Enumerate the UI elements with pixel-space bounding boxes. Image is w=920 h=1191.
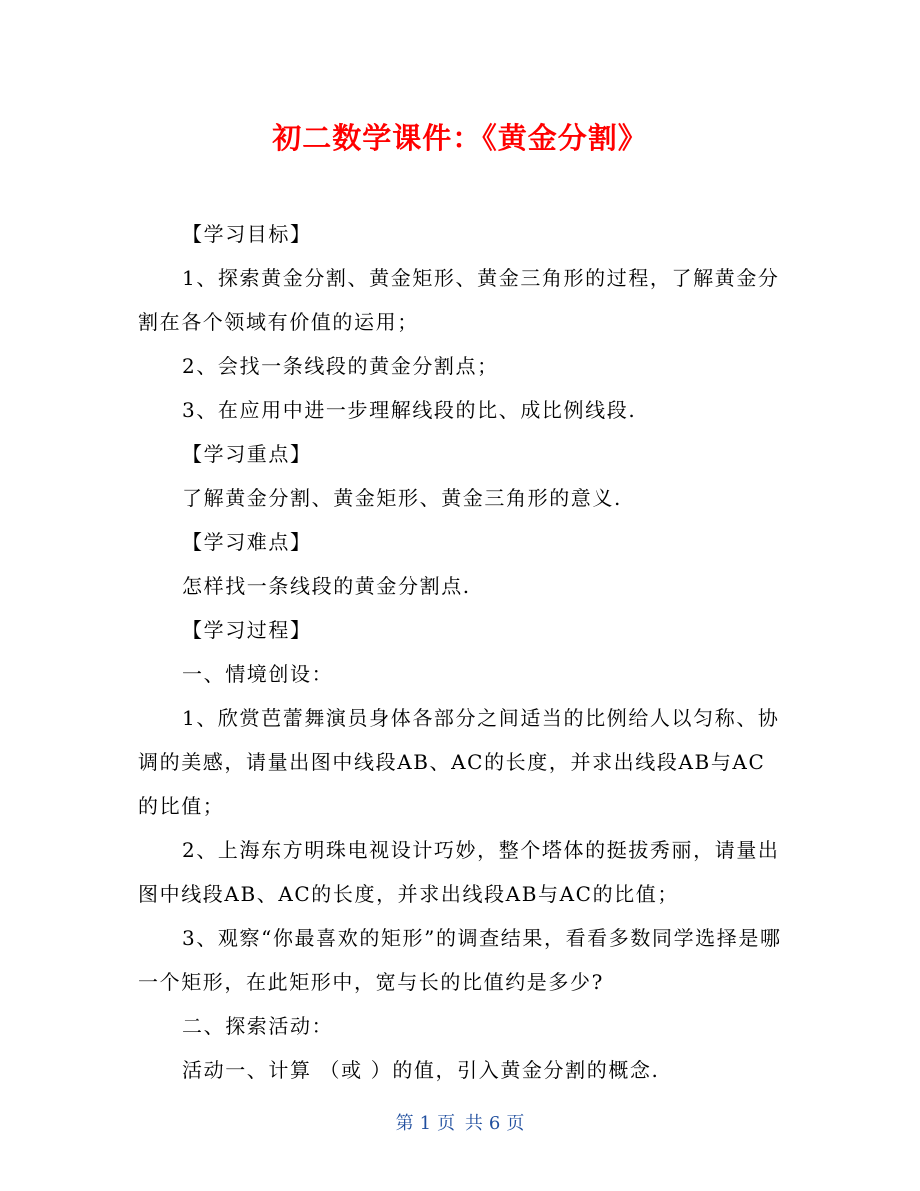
section-heading-key-points: 【学习重点】: [182, 442, 312, 466]
footer-prefix: 第: [395, 1113, 414, 1134]
paragraph-objective-2: 2、会找一条线段的黄金分割点；: [182, 354, 499, 378]
section-heading-difficulties: 【学习难点】: [182, 530, 312, 554]
paragraph-scenario-1: 1、欣赏芭蕾舞演员身体各部分之间适当的比例给人以匀称、协调的美感，请量出图中线段AB、AC的长度，并求出线段AB与AC的比值；: [138, 706, 780, 818]
paragraph-objective-3: 3、在应用中进一步理解线段的比、成比例线段.: [182, 398, 637, 422]
section-heading-process: 【学习过程】: [182, 618, 312, 642]
paragraph-key-points: 了解黄金分割、黄金矩形、黄金三角形的意义.: [182, 486, 622, 510]
footer-total-pages: 6: [488, 1113, 501, 1134]
paragraph-difficulties: 怎样找一条线段的黄金分割点.: [182, 574, 471, 598]
document-body: [138, 212, 783, 1092]
paragraph-objective-1: 1、探索黄金分割、黄金矩形、黄金三角形的过程，了解黄金分割在各个领域有价值的运用；: [138, 266, 780, 334]
paragraph-activity-1: 活动一、计算 （或 ）的值，引入黄金分割的概念.: [182, 1058, 660, 1082]
page-footer: [0, 1112, 920, 1136]
paragraph-scenario-heading: 一、情境创设：: [182, 662, 334, 686]
paragraph-scenario-3: 3、观察“你最喜欢的矩形”的调查结果，看看多数同学选择是哪一个矩形，在此矩形中，宽与长的比值约是多少?: [138, 926, 782, 994]
page-title: 初二数学课件：《黄金分割》: [272, 121, 648, 155]
paragraph-scenario-2: 2、上海东方明珠电视设计巧妙，整个塔体的挺拔秀丽，请量出图中线段AB、AC的长度，并求出线段AB与AC的比值；: [138, 838, 780, 906]
footer-mid: 页 共: [437, 1113, 483, 1134]
section-heading-objectives: 【学习目标】: [182, 222, 312, 246]
paragraph-activities-heading: 二、探索活动：: [182, 1014, 334, 1038]
footer-current-page: 1: [419, 1113, 432, 1134]
footer-suffix: 页: [506, 1113, 525, 1134]
